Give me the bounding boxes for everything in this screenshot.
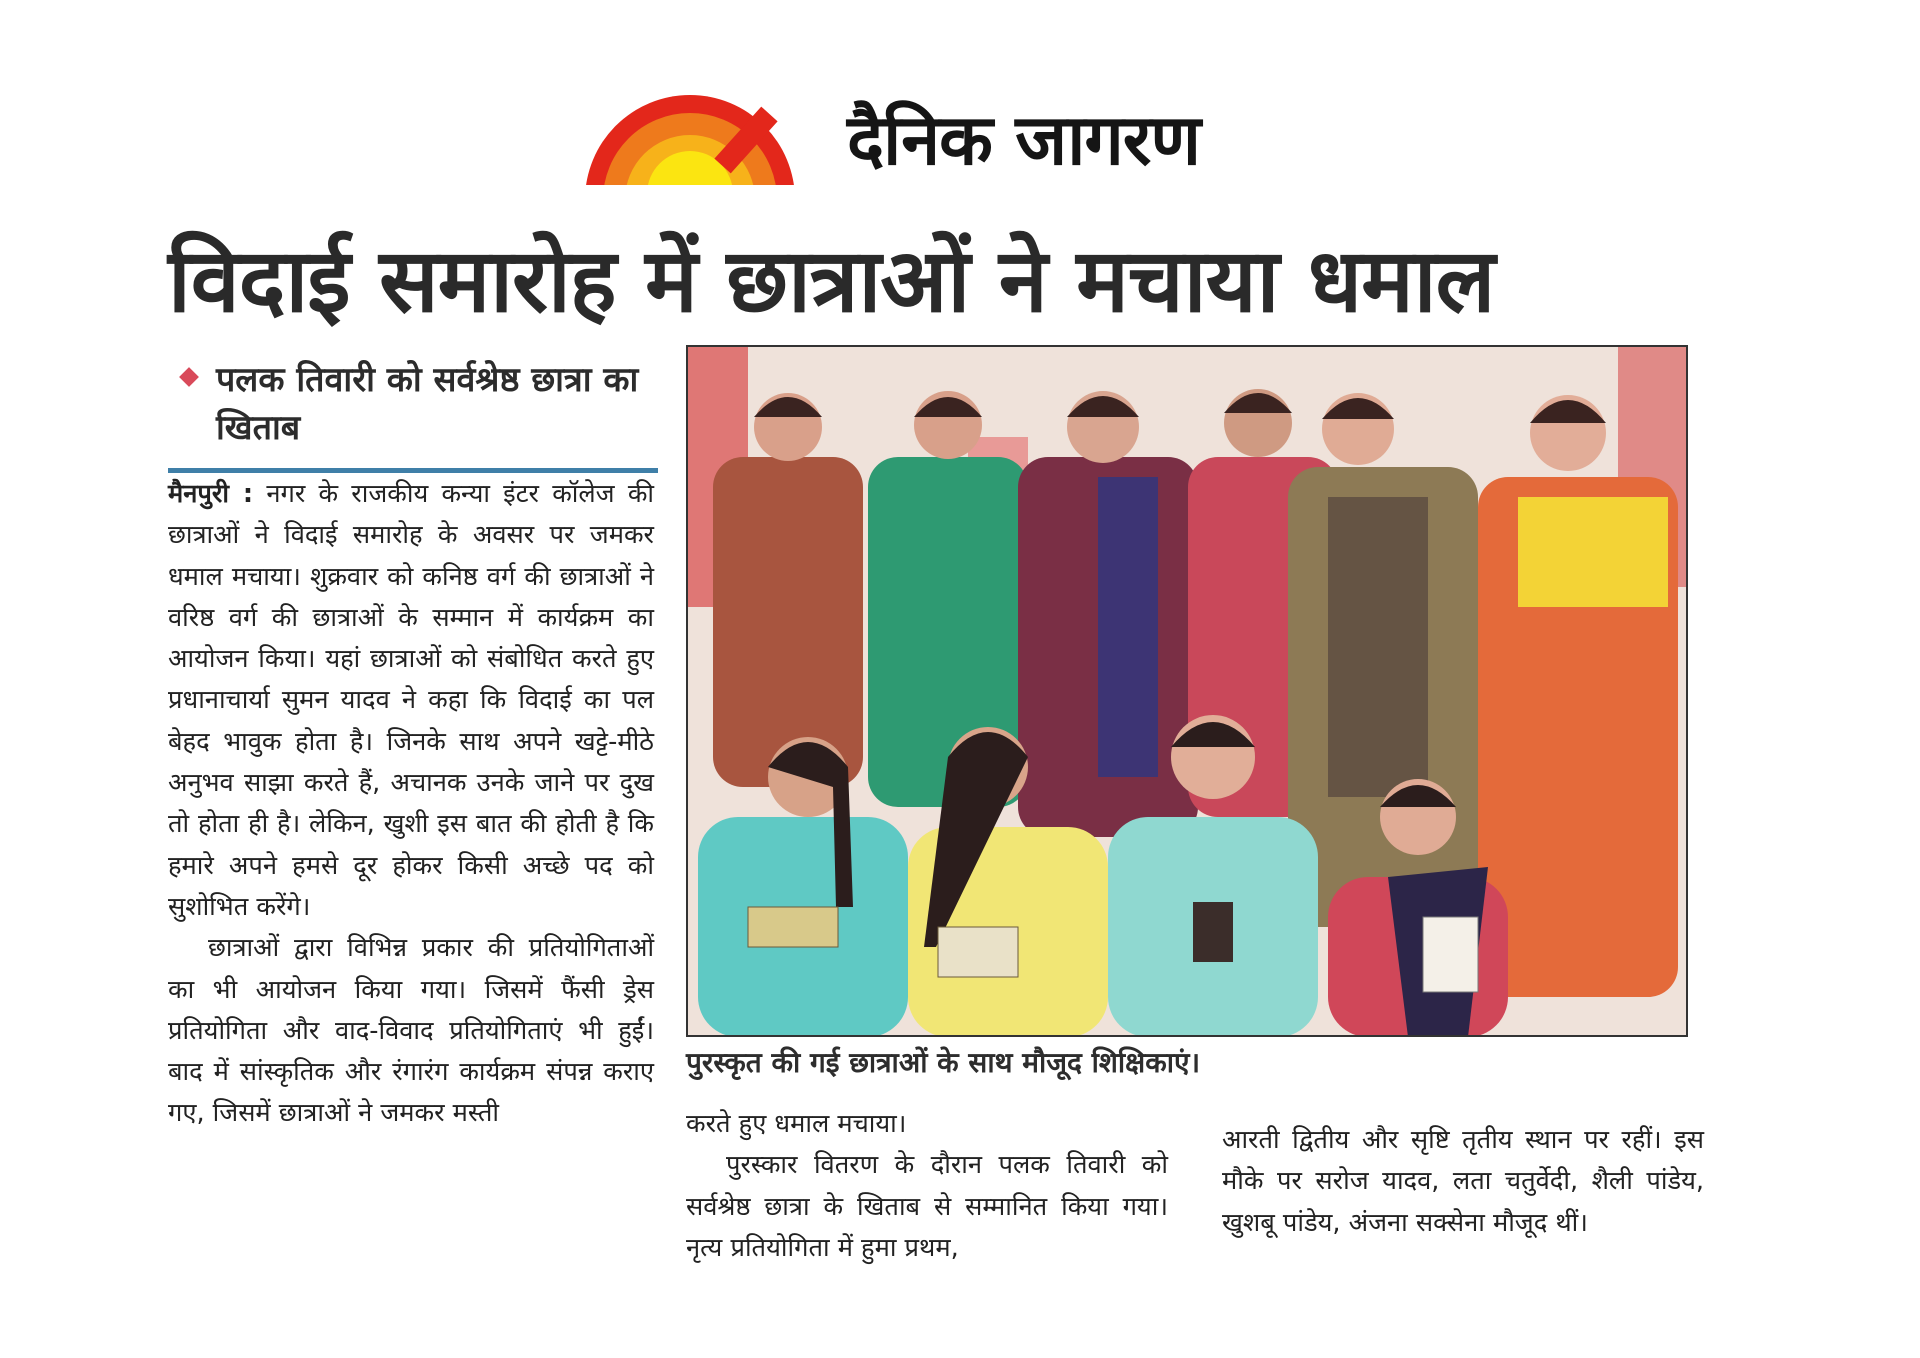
article-column-3 <box>1222 1120 1704 1244</box>
photo-caption: पुरस्कृत की गई छात्राओं के साथ मौजूद शिक्षिकाएं। <box>686 1046 1201 1079</box>
group-photo-image <box>688 347 1686 1035</box>
dateline: मैनपुरी : <box>168 479 254 509</box>
section-divider <box>168 468 658 473</box>
paragraph: आरती द्वितीय और सृष्टि तृतीय स्थान पर रहीं। इस मौके पर सरोज यादव, लता चतुर्वेदी, शैली पांडेय, खुशबू पांडेय, अंजना सक्सेना मौजूद थीं। <box>1222 1125 1704 1238</box>
sun-logo-icon <box>585 95 795 185</box>
paragraph: करते हुए धमाल मचाया। <box>686 1109 907 1139</box>
masthead <box>585 95 1245 185</box>
article-column-2 <box>686 1104 1168 1269</box>
subheadline-text: पलक तिवारी को सर्वश्रेष्ठ छात्रा का खिताब <box>216 360 639 448</box>
newspaper-name: दैनिक जागरण <box>847 99 1200 181</box>
paragraph: छात्राओं द्वारा विभिन्न प्रकार की प्रतियोगिताओं का भी आयोजन किया गया। जिसमें फैंसी ड्रेस प्रतियोगिता और वाद-विवाद प्रतियोगिताएं भी हुईं। बाद में सांस्कृतिक और रंगारंग कार्यक्रम संपन्न कराए गए, जिसमें छात्राओं ने जमकर मस्ती <box>168 933 654 1129</box>
paragraph: पुरस्कार वितरण के दौरान पलक तिवारी को सर्वश्रेष्ठ छात्रा के खिताब से सम्मानित किया गया। नृत्य प्रतियोगिता में हुमा प्रथम, <box>686 1150 1168 1263</box>
subheadline <box>186 356 656 452</box>
headline: विदाई समारोह में छात्राओं ने मचाया धमाल <box>168 229 1495 332</box>
article-column-1 <box>168 474 654 1135</box>
paragraph: नगर के राजकीय कन्या इंटर कॉलेज की छात्राओं ने विदाई समारोह के अवसर पर जमकर धमाल मचाया। शुक्रवार को कनिष्ठ वर्ग की छात्राओं ने वरिष्ठ वर्ग की छात्राओं के सम्मान में कार्यक्रम का आयोजन किया। यहां छात्राओं को संबोधित करते हुए प्रधानाचार्या सुमन यादव ने कहा कि विदाई का पल बेहद भावुक होता है। जिनके साथ अपने खट्टे-मीठे अनुभव साझा करते हैं, अचानक उनके जाने पर दुख तो होता ही है। लेकिन, खुशी इस बात की होती है कि हमारे अपने हमसे दूर होकर किसी अच्छे पद को सुशोभित करेंगे। <box>168 479 655 922</box>
group-photo <box>686 345 1688 1037</box>
